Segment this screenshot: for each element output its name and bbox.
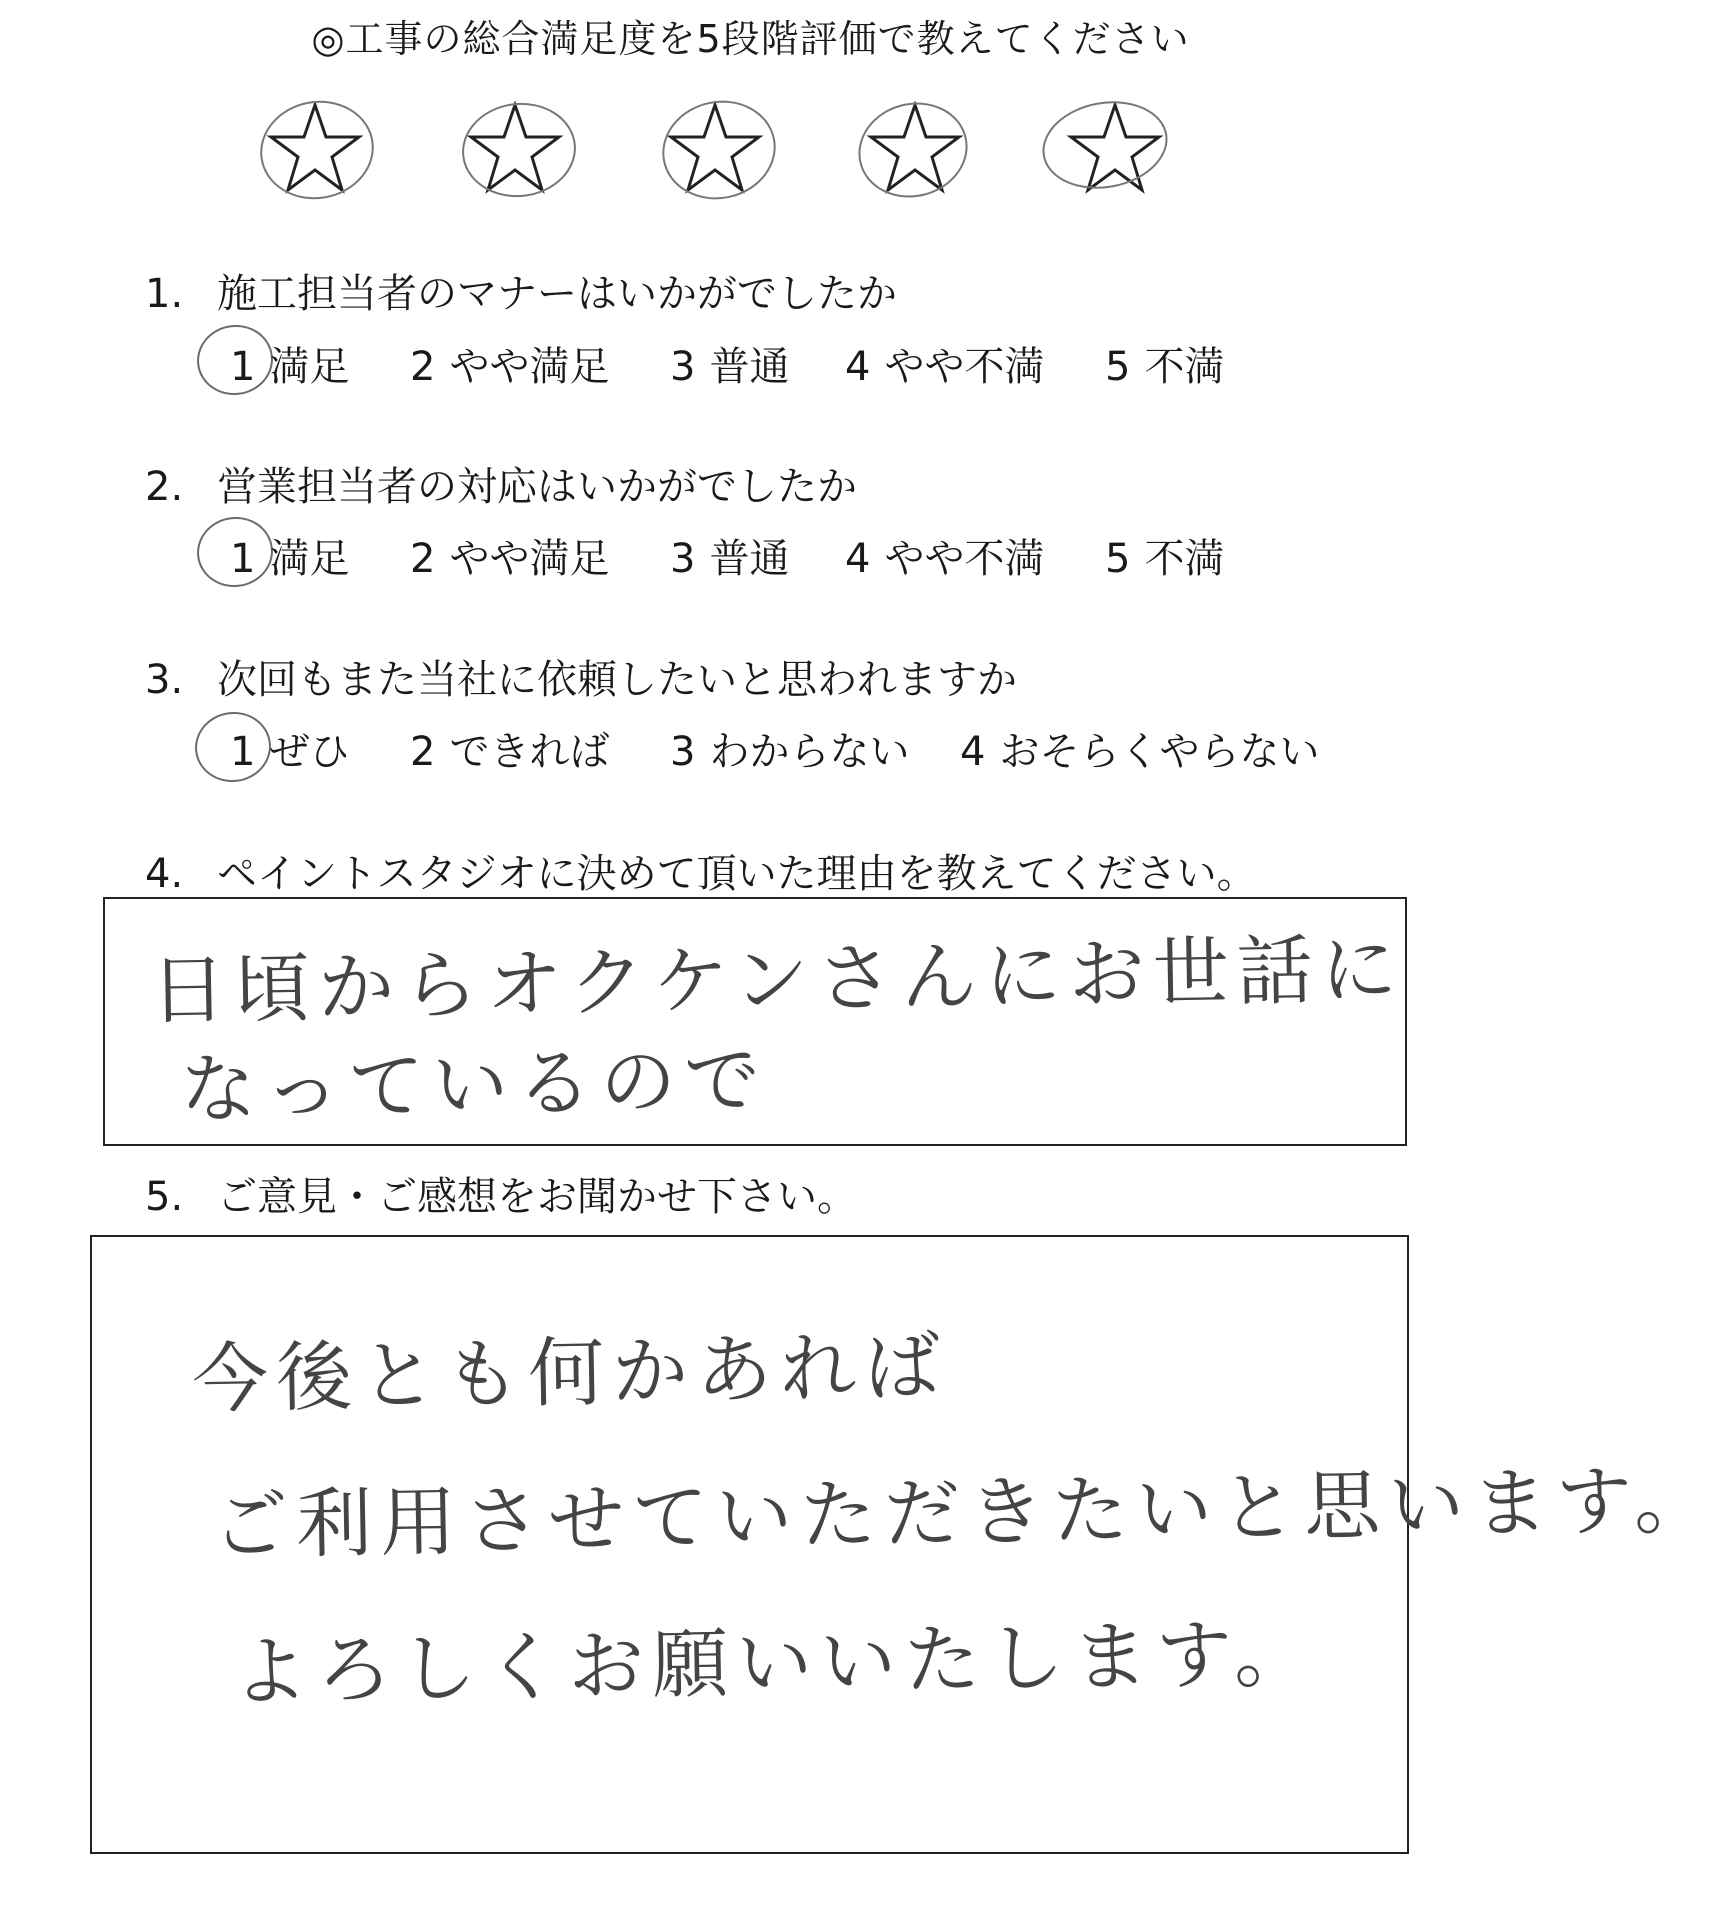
handwritten-line: なっているので — [179, 1034, 769, 1135]
question-2 — [145, 455, 857, 512]
option-4[interactable]: 4 やや不満 — [845, 536, 1045, 582]
question-number: 5. — [145, 1174, 184, 1220]
question-text: 施工担当者のマナーはいかがでしたか — [217, 271, 897, 317]
option-3[interactable]: 3 普通 — [670, 344, 790, 390]
handwritten-line: よろしくお願いいたします。 — [231, 1608, 1319, 1717]
question-3-options — [225, 720, 1375, 780]
star-icon-4[interactable] — [855, 95, 975, 205]
rating-stars — [255, 95, 1185, 205]
question-text: 次回もまた当社に依頼したいと思われますか — [217, 657, 1017, 703]
option-1[interactable]: 1 満足 — [230, 344, 350, 390]
question-number: 3. — [145, 657, 184, 703]
question-number: 4. — [145, 851, 184, 897]
answer-box-reason[interactable] — [103, 897, 1407, 1146]
star-icon-3[interactable] — [655, 95, 775, 205]
handwritten-line: 日頃からオクケンさんにお世話に — [149, 924, 1406, 1035]
question-text: ご意見・ご感想をお聞かせ下さい。 — [217, 1174, 857, 1220]
option-2[interactable]: 2 やや満足 — [410, 536, 610, 582]
option-1[interactable]: 1 満足 — [230, 536, 350, 582]
option-3[interactable]: 3 わからない — [670, 729, 910, 775]
question-number: 1. — [145, 271, 184, 317]
option-2[interactable]: 2 できれば — [410, 729, 610, 775]
option-5[interactable]: 5 不満 — [1105, 536, 1225, 582]
question-text: ペイントスタジオに決めて頂いた理由を教えてください。 — [217, 851, 1257, 897]
question-3 — [145, 648, 1017, 705]
handwritten-line: ご利用させていただきたいと思います。 — [211, 1454, 1719, 1571]
question-text: 営業担当者の対応はいかがでしたか — [217, 464, 857, 510]
question-1 — [145, 262, 897, 319]
option-3[interactable]: 3 普通 — [670, 536, 790, 582]
question-4 — [145, 842, 1257, 899]
option-2[interactable]: 2 やや満足 — [410, 344, 610, 390]
star-icon-2[interactable] — [455, 95, 575, 205]
question-5 — [145, 1165, 857, 1222]
handwritten-line: 今後とも何かあれば — [191, 1321, 949, 1424]
answer-box-comments[interactable] — [90, 1235, 1719, 1854]
star-icon-1[interactable] — [255, 95, 375, 205]
question-number: 2. — [145, 464, 184, 510]
option-4[interactable]: 4 やや不満 — [845, 344, 1045, 390]
question-2-options — [225, 527, 1375, 587]
option-1[interactable]: 1 ぜひ — [230, 729, 350, 775]
option-5[interactable]: 5 不満 — [1105, 344, 1225, 390]
question-1-options — [225, 335, 1375, 395]
survey-title: ◎工事の総合満足度を5段階評価で教えてください — [311, 17, 1190, 61]
option-4[interactable]: 4 おそらくやらない — [960, 729, 1320, 775]
star-icon-5[interactable] — [1055, 95, 1175, 205]
